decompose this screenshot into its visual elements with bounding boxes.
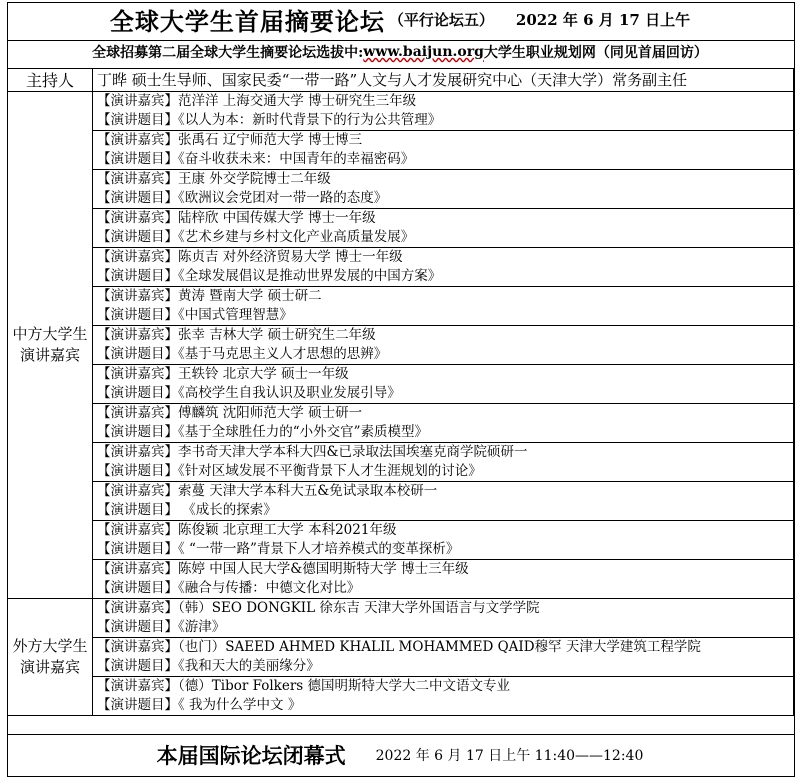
recruit-row [0,38,800,66]
speaker-row [8,599,794,638]
speaker-row [8,482,794,521]
speaker-cell [93,599,794,638]
speaker-cell [93,92,794,131]
speaker-cell [93,443,794,482]
speech-topic: 【演讲题目】《 我为什么学中文 》 [97,697,302,713]
speaker-cell [93,521,794,560]
speech-topic: 【演讲题目】《中国式管理智慧》 [97,307,293,323]
speaker-row [8,677,794,716]
speaker-info: 【演讲嘉宾】范洋洋 上海交通大学 博士研究生三年级 [97,93,417,109]
speaker-info: 【演讲嘉宾】傅麟筑 沈阳师范大学 硕士研一 [97,405,363,421]
speaker-info: 【演讲嘉宾】（德）Tibor Folkers 德国明斯特大学大二中文语文专业 [97,678,511,694]
speaker-info: 【演讲嘉宾】陈贞吉 对外经济贸易大学 博士一年级 [97,249,403,265]
speech-topic: 【演讲题目】《我和天大的美丽缘分》 [97,658,320,674]
speaker-cell [93,404,794,443]
speech-topic: 【演讲题目】《奋斗收获未来：中国青年的幸福密码》 [97,151,415,167]
speaker-row [8,131,794,170]
speaker-row [8,92,794,131]
speech-topic: 【演讲题目】《高校学生自我认识及职业发展引导》 [97,385,401,401]
speaker-row [8,638,794,677]
speaker-info: 【演讲嘉宾】王轶铃 北京大学 硕士一年级 [97,366,349,382]
speaker-info: 【演讲嘉宾】（韩）SEO DONGKIL 徐东吉 天津大学外国语言与文学学院 [97,600,540,616]
recruit-url[interactable]: www.baijun.org [363,44,484,60]
speech-topic: 【演讲题目】《 “一带一路”背景下人才培养模式的变革探析》 [97,541,460,557]
forum-subtitle: （平行论坛五） [388,10,494,29]
speech-topic: 【演讲题目】《艺术乡建与乡村文化产业高质量发展》 [97,229,415,245]
speech-topic: 【演讲题目】《融合与传播：中德文化对比》 [97,580,361,596]
speech-topic: 【演讲题目】 《成长的探索》 [97,502,277,518]
host-row [8,69,794,92]
speaker-info: 【演讲嘉宾】李书奇天津大学本科大四&已录取法国埃塞克商学院硕研一 [97,444,528,460]
recruit-suffix: 大学生职业规划网（同见首届回访） [483,45,708,61]
recruit-prefix: 全球招募第二届全球大学生摘要论坛选拔中: [92,45,364,61]
speaker-cell [93,677,794,716]
speaker-row [8,326,794,365]
speech-topic: 【演讲题目】《欧洲议会党团对一带一路的态度》 [97,190,388,206]
closing-title: 本届国际论坛闭幕式 [156,743,346,768]
speaker-row [8,560,794,599]
speaker-cell [93,170,794,209]
forum-date: 2022 年 6 月 17 日上午 [515,10,691,29]
speaker-cell [93,209,794,248]
speaker-row [8,248,794,287]
speaker-info: 【演讲嘉宾】王康 外交学院博士二年级 [97,171,331,187]
forum-title: 全球大学生首届摘要论坛 [109,6,385,36]
speaker-cell [93,248,794,287]
speaker-info: 【演讲嘉宾】黄涛 暨南大学 硕士研二 [97,288,322,304]
speaker-cell [93,131,794,170]
host-text: 丁晔 硕士生导师、国家民委“一带一路”人文与人才发展研究中心（天津大学）常务副主任 [93,69,794,92]
speaker-row [8,365,794,404]
host-label: 主持人 [8,69,93,92]
speaker-row [8,521,794,560]
section-label: 外方大学生演讲嘉宾 [8,599,93,716]
title-row [0,0,800,38]
speech-topic: 【演讲题目】《基于全球胜任力的“小外交官”素质模型》 [97,424,429,440]
speaker-row [8,209,794,248]
section-label: 中方大学生演讲嘉宾 [8,92,93,599]
speaker-row [8,287,794,326]
speech-topic: 【演讲题目】《基于马克思主义人才思想的思辨》 [97,346,388,362]
speaker-cell [93,287,794,326]
speaker-info: 【演讲嘉宾】张幸 吉林大学 硕士研究生二年级 [97,327,376,343]
speaker-cell [93,482,794,521]
speech-topic: 【演讲题目】《游津》 [97,619,226,635]
speaker-info: 【演讲嘉宾】（也门）SAEED AHMED KHALIL MOHAMMED QAID穆罕 天津大学建筑工程学院 [97,639,701,655]
speaker-row [8,404,794,443]
speaker-cell [93,326,794,365]
speaker-row [8,443,794,482]
divider [7,734,795,735]
speaker-cell [93,638,794,677]
divider [7,40,795,41]
speaker-info: 【演讲嘉宾】陈俊颖 北京理工大学 本科2021年级 [97,522,397,538]
speaker-info: 【演讲嘉宾】陆梓欣 中国传媒大学 博士一年级 [97,210,376,226]
speaker-info: 【演讲嘉宾】张禹石 辽宁师范大学 博士博三 [97,132,363,148]
speaker-cell [93,560,794,599]
speaker-row [8,170,794,209]
closing-row [0,734,800,776]
speaker-info: 【演讲嘉宾】陈婷 中国人民大学&德国明斯特大学 博士三年级 [97,561,469,577]
speech-topic: 【演讲题目】《针对区域发展不平衡背景下人才生涯规划的讨论》 [97,463,482,479]
speech-topic: 【演讲题目】《以人为本：新时代背景下的行为公共管理》 [97,112,442,128]
speech-topic: 【演讲题目】《全球发展倡议是推动世界发展的中国方案》 [97,268,442,284]
speaker-info: 【演讲嘉宾】索蔓 天津大学本科大五&免试录取本校研一 [97,483,438,499]
closing-time: 2022 年 6 月 17 日上午 11:40——12:40 [375,748,644,764]
speaker-cell [93,365,794,404]
agenda-table [7,68,794,716]
